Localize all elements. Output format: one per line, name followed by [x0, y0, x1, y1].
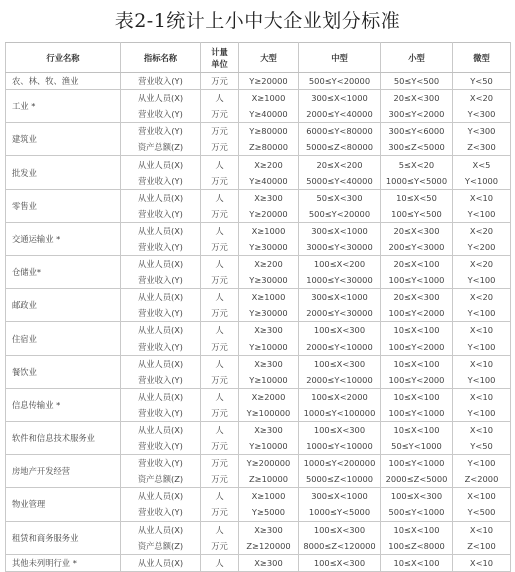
industry-cell: 住宿业	[6, 322, 121, 355]
indicator-cell: 营业收入(Y)	[121, 372, 201, 389]
small-cell: 20≤X<300	[381, 90, 453, 107]
large-cell: X≥1000	[239, 488, 299, 505]
medium-cell: 300≤X<1000	[299, 90, 381, 107]
small-cell: 10≤X<50	[381, 189, 453, 206]
micro-cell: X<20	[453, 256, 511, 273]
medium-cell: 300≤X<1000	[299, 222, 381, 239]
indicator-cell: 从业人员(X)	[121, 554, 201, 571]
indicator-cell: 从业人员(X)	[121, 488, 201, 505]
unit-cell: 万元	[201, 272, 239, 289]
medium-cell: 8000≤Z<120000	[299, 538, 381, 555]
large-cell: Y≥30000	[239, 239, 299, 256]
unit-cell: 万元	[201, 206, 239, 223]
medium-cell: 2000≤Y<30000	[299, 305, 381, 322]
medium-cell: 2000≤Y<10000	[299, 339, 381, 356]
large-cell: X≥300	[239, 189, 299, 206]
industry-cell: 信息传输业 *	[6, 388, 121, 421]
micro-cell: Y<200	[453, 239, 511, 256]
unit-cell: 万元	[201, 173, 239, 190]
industry-cell: 租赁和商务服务业	[6, 521, 121, 554]
micro-cell: Y<100	[453, 455, 511, 472]
medium-cell: 1000≤Y<200000	[299, 455, 381, 472]
large-cell: X≥300	[239, 322, 299, 339]
micro-cell: X<100	[453, 488, 511, 505]
indicator-cell: 从业人员(X)	[121, 90, 201, 107]
small-cell: 100≤Y<1000	[381, 455, 453, 472]
small-cell: 20≤X<300	[381, 222, 453, 239]
small-cell: 10≤X<100	[381, 355, 453, 372]
unit-cell: 人	[201, 322, 239, 339]
indicator-cell: 营业收入(Y)	[121, 339, 201, 356]
indicator-cell: 资产总额(Z)	[121, 471, 201, 488]
medium-cell: 100≤X<200	[299, 256, 381, 273]
micro-cell: X<10	[453, 189, 511, 206]
industry-cell: 软件和信息技术服务业	[6, 421, 121, 454]
small-cell: 20≤X<100	[381, 256, 453, 273]
small-cell: 200≤Y<3000	[381, 239, 453, 256]
large-cell: X≥200	[239, 256, 299, 273]
large-cell: X≥300	[239, 554, 299, 571]
indicator-cell: 从业人员(X)	[121, 256, 201, 273]
small-cell: 500≤Y<1000	[381, 504, 453, 521]
table-header-row	[6, 43, 511, 73]
medium-cell: 3000≤Y<30000	[299, 239, 381, 256]
unit-cell: 人	[201, 388, 239, 405]
large-cell: X≥300	[239, 521, 299, 538]
medium-cell: 1000≤Y<30000	[299, 272, 381, 289]
micro-cell: X<20	[453, 289, 511, 306]
medium-cell: 500≤Y<20000	[299, 206, 381, 223]
table-row	[6, 421, 511, 438]
large-cell: Y≥100000	[239, 405, 299, 422]
micro-cell: Y<300	[453, 106, 511, 123]
indicator-cell: 营业收入(Y)	[121, 272, 201, 289]
unit-cell: 人	[201, 289, 239, 306]
indicator-cell: 营业收入(Y)	[121, 106, 201, 123]
micro-cell: X<20	[453, 222, 511, 239]
large-cell: X≥1000	[239, 222, 299, 239]
micro-cell: Y<500	[453, 504, 511, 521]
medium-cell: 1000≤Y<5000	[299, 504, 381, 521]
medium-cell: 100≤X<300	[299, 421, 381, 438]
medium-cell: 5000≤Y<40000	[299, 173, 381, 190]
industry-cell: 建筑业	[6, 123, 121, 156]
indicator-cell: 营业收入(Y)	[121, 73, 201, 90]
micro-cell: X<10	[453, 554, 511, 571]
table-row	[6, 488, 511, 505]
unit-cell: 万元	[201, 73, 239, 90]
industry-cell: 工业 *	[6, 90, 121, 123]
indicator-cell: 从业人员(X)	[121, 388, 201, 405]
large-cell: X≥300	[239, 421, 299, 438]
medium-cell: 6000≤Y<80000	[299, 123, 381, 140]
micro-cell: Y<100	[453, 305, 511, 322]
indicator-cell: 营业收入(Y)	[121, 305, 201, 322]
header-industry: 行业名称	[6, 43, 121, 73]
large-cell: Y≥80000	[239, 123, 299, 140]
table-row	[6, 256, 511, 273]
table-row	[6, 73, 511, 90]
large-cell: X≥1000	[239, 90, 299, 107]
table-title: 表2-1统计上小中大企业划分标准	[114, 10, 401, 32]
unit-cell: 万元	[201, 139, 239, 156]
industry-cell: 农、林、牧、渔业	[6, 73, 121, 90]
unit-cell: 万元	[201, 438, 239, 455]
table-row	[6, 289, 511, 306]
micro-cell: Y<1000	[453, 173, 511, 190]
large-cell: Y≥20000	[239, 206, 299, 223]
medium-cell: 100≤X<2000	[299, 388, 381, 405]
small-cell: 10≤X<100	[381, 322, 453, 339]
unit-cell: 万元	[201, 455, 239, 472]
unit-cell: 人	[201, 554, 239, 571]
small-cell: 50≤Y<1000	[381, 438, 453, 455]
unit-cell: 万元	[201, 372, 239, 389]
unit-cell: 万元	[201, 106, 239, 123]
medium-cell: 300≤X<1000	[299, 289, 381, 306]
medium-cell: 50≤X<300	[299, 189, 381, 206]
small-cell: 10≤X<100	[381, 521, 453, 538]
indicator-cell: 从业人员(X)	[121, 189, 201, 206]
micro-cell: X<10	[453, 322, 511, 339]
large-cell: Y≥40000	[239, 106, 299, 123]
indicator-cell: 从业人员(X)	[121, 322, 201, 339]
large-cell: Z≥80000	[239, 139, 299, 156]
large-cell: Y≥10000	[239, 438, 299, 455]
small-cell: 1000≤Y<5000	[381, 173, 453, 190]
small-cell: 100≤Y<500	[381, 206, 453, 223]
medium-cell: 100≤X<300	[299, 521, 381, 538]
medium-cell: 20≤X<200	[299, 156, 381, 173]
industry-cell: 物业管理	[6, 488, 121, 521]
unit-cell: 人	[201, 256, 239, 273]
indicator-cell: 营业收入(Y)	[121, 173, 201, 190]
unit-cell: 万元	[201, 538, 239, 555]
industry-cell: 房地产开发经营	[6, 455, 121, 488]
large-cell: Y≥200000	[239, 455, 299, 472]
industry-cell: 零售业	[6, 189, 121, 222]
small-cell: 10≤X<100	[381, 388, 453, 405]
indicator-cell: 营业收入(Y)	[121, 455, 201, 472]
medium-cell: 5000≤Z<10000	[299, 471, 381, 488]
small-cell: 20≤X<300	[381, 289, 453, 306]
micro-cell: Y<100	[453, 405, 511, 422]
large-cell: X≥1000	[239, 289, 299, 306]
small-cell: 100≤X<300	[381, 488, 453, 505]
small-cell: 100≤Y<1000	[381, 272, 453, 289]
micro-cell: Y<300	[453, 123, 511, 140]
large-cell: Y≥10000	[239, 372, 299, 389]
unit-cell: 万元	[201, 504, 239, 521]
table-row	[6, 388, 511, 405]
unit-cell: 万元	[201, 305, 239, 322]
small-cell: 10≤X<100	[381, 554, 453, 571]
table-row	[6, 222, 511, 239]
medium-cell: 2000≤Y<40000	[299, 106, 381, 123]
unit-cell: 人	[201, 156, 239, 173]
large-cell: Y≥30000	[239, 305, 299, 322]
table-row	[6, 189, 511, 206]
header-medium: 中型	[299, 43, 381, 73]
micro-cell: X<10	[453, 388, 511, 405]
medium-cell: 300≤X<1000	[299, 488, 381, 505]
small-cell: 100≤Y<2000	[381, 339, 453, 356]
indicator-cell: 从业人员(X)	[121, 355, 201, 372]
indicator-cell: 从业人员(X)	[121, 521, 201, 538]
unit-cell: 万元	[201, 471, 239, 488]
header-indicator: 指标名称	[121, 43, 201, 73]
table-row	[6, 156, 511, 173]
small-cell: 100≤Y<1000	[381, 405, 453, 422]
industry-cell: 其他未列明行业 *	[6, 554, 121, 571]
small-cell: 300≤Z<5000	[381, 139, 453, 156]
micro-cell: Y<50	[453, 438, 511, 455]
large-cell: X≥2000	[239, 388, 299, 405]
large-cell: X≥200	[239, 156, 299, 173]
large-cell: Y≥5000	[239, 504, 299, 521]
table-row	[6, 521, 511, 538]
large-cell: X≥300	[239, 355, 299, 372]
micro-cell: X<10	[453, 421, 511, 438]
indicator-cell: 从业人员(X)	[121, 156, 201, 173]
unit-cell: 人	[201, 189, 239, 206]
industry-cell: 仓储业*	[6, 256, 121, 289]
indicator-cell: 资产总额(Z)	[121, 139, 201, 156]
table-row	[6, 554, 511, 571]
header-micro: 微型	[453, 43, 511, 73]
indicator-cell: 从业人员(X)	[121, 289, 201, 306]
large-cell: Y≥10000	[239, 339, 299, 356]
micro-cell: Y<100	[453, 272, 511, 289]
indicator-cell: 营业收入(Y)	[121, 405, 201, 422]
micro-cell: X<5	[453, 156, 511, 173]
medium-cell: 100≤X<300	[299, 554, 381, 571]
indicator-cell: 营业收入(Y)	[121, 123, 201, 140]
small-cell: 100≤Z<8000	[381, 538, 453, 555]
small-cell: 300≤Y<6000	[381, 123, 453, 140]
micro-cell: X<10	[453, 355, 511, 372]
industry-cell: 批发业	[6, 156, 121, 189]
large-cell: Y≥30000	[239, 272, 299, 289]
medium-cell: 1000≤Y<100000	[299, 405, 381, 422]
medium-cell: 100≤X<300	[299, 322, 381, 339]
large-cell: Z≥120000	[239, 538, 299, 555]
unit-cell: 人	[201, 222, 239, 239]
unit-cell: 人	[201, 90, 239, 107]
small-cell: 100≤Y<2000	[381, 372, 453, 389]
table-row	[6, 322, 511, 339]
table-body	[6, 73, 511, 572]
industry-cell: 餐饮业	[6, 355, 121, 388]
unit-cell: 万元	[201, 123, 239, 140]
micro-cell: Y<50	[453, 73, 511, 90]
micro-cell: Z<2000	[453, 471, 511, 488]
large-cell: Z≥10000	[239, 471, 299, 488]
indicator-cell: 营业收入(Y)	[121, 504, 201, 521]
large-cell: Y≥40000	[239, 173, 299, 190]
indicator-cell: 营业收入(Y)	[121, 206, 201, 223]
unit-cell: 人	[201, 488, 239, 505]
micro-cell: Y<100	[453, 206, 511, 223]
unit-cell: 万元	[201, 405, 239, 422]
table-row	[6, 90, 511, 107]
small-cell: 300≤Y<2000	[381, 106, 453, 123]
large-cell: Y≥20000	[239, 73, 299, 90]
small-cell: 50≤Y<500	[381, 73, 453, 90]
enterprise-size-standard-table	[5, 42, 511, 572]
medium-cell: 5000≤Z<80000	[299, 139, 381, 156]
micro-cell: X<20	[453, 90, 511, 107]
micro-cell: Z<100	[453, 538, 511, 555]
header-large: 大型	[239, 43, 299, 73]
industry-cell: 交通运输业 *	[6, 222, 121, 255]
indicator-cell: 营业收入(Y)	[121, 438, 201, 455]
table-row	[6, 355, 511, 372]
unit-cell: 人	[201, 421, 239, 438]
medium-cell: 100≤X<300	[299, 355, 381, 372]
indicator-cell: 营业收入(Y)	[121, 239, 201, 256]
micro-cell: Y<100	[453, 372, 511, 389]
medium-cell: 500≤Y<20000	[299, 73, 381, 90]
header-unit: 计量 单位	[201, 43, 239, 73]
unit-cell: 万元	[201, 339, 239, 356]
unit-cell: 人	[201, 355, 239, 372]
header-small: 小型	[381, 43, 453, 73]
micro-cell: Y<100	[453, 339, 511, 356]
indicator-cell: 资产总额(Z)	[121, 538, 201, 555]
table-row	[6, 123, 511, 140]
micro-cell: Z<300	[453, 139, 511, 156]
small-cell: 100≤Y<2000	[381, 305, 453, 322]
table-row	[6, 455, 511, 472]
industry-cell: 邮政业	[6, 289, 121, 322]
small-cell: 5≤X<20	[381, 156, 453, 173]
micro-cell: X<10	[453, 521, 511, 538]
medium-cell: 2000≤Y<10000	[299, 372, 381, 389]
unit-cell: 人	[201, 521, 239, 538]
medium-cell: 1000≤Y<10000	[299, 438, 381, 455]
small-cell: 2000≤Z<5000	[381, 471, 453, 488]
unit-cell: 万元	[201, 239, 239, 256]
indicator-cell: 从业人员(X)	[121, 421, 201, 438]
indicator-cell: 从业人员(X)	[121, 222, 201, 239]
small-cell: 10≤X<100	[381, 421, 453, 438]
